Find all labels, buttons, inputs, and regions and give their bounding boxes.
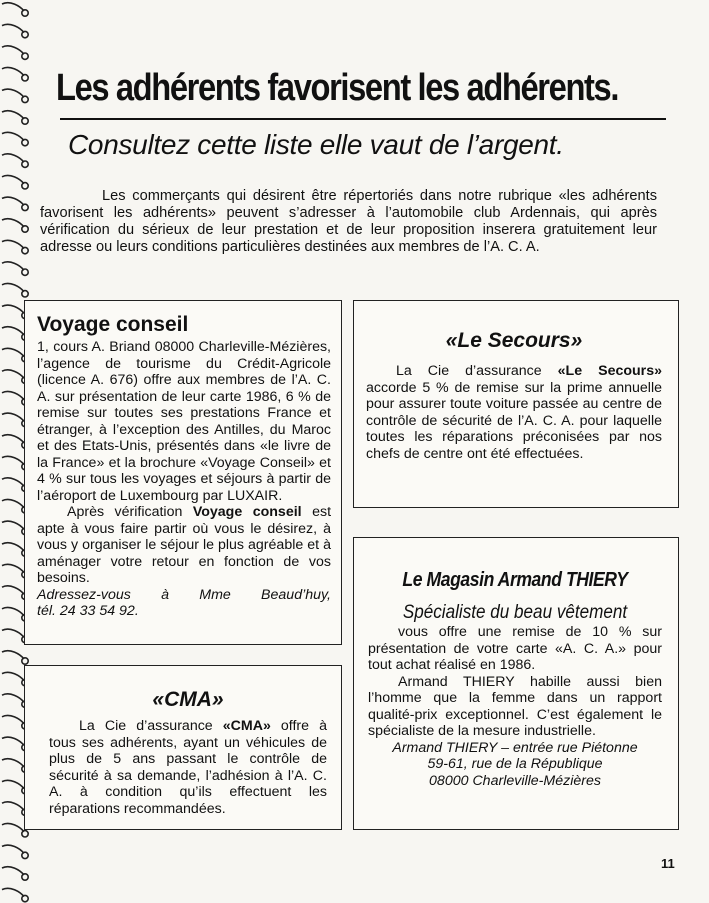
- secours-title: «Le Secours»: [445, 329, 583, 352]
- spiral-ring: [2, 586, 24, 594]
- spiral-hole: [22, 139, 28, 145]
- spiral-ring: [2, 759, 24, 767]
- voyage-p2-text: Après vérification: [67, 504, 193, 520]
- voyage-p2-rest: est apte à vous faire partir où vous le désirez, à vous y organiser le séjour le plus agréable et à aménager votre retour en fonction de vos besoins.: [37, 504, 332, 586]
- page-number: 11: [661, 856, 675, 871]
- spiral-ring: [2, 391, 24, 399]
- voyage-paragraph-2: [37, 504, 331, 587]
- spiral-ring: [2, 499, 24, 507]
- secours-bold: «Le Secours»: [557, 363, 662, 379]
- spiral-hole: [22, 226, 28, 232]
- spiral-ring: [2, 348, 24, 356]
- voyage-title: Voyage conseil: [37, 313, 189, 336]
- spiral-ring: [2, 651, 24, 659]
- cma-bold: «CMA»: [222, 718, 271, 734]
- thiery-address-1: Armand THIERY – entrée rue Piétonne: [392, 739, 638, 756]
- spiral-ring: [2, 629, 24, 637]
- spiral-ring: [2, 3, 24, 11]
- spiral-ring: [2, 89, 24, 97]
- spiral-ring: [2, 67, 24, 75]
- spiral-ring: [2, 867, 24, 875]
- voyage-contact-line: Adressez-vous à Mme Beaud’huy,: [37, 586, 331, 603]
- page-subtitle: Consultez cette liste elle vaut de l’argent.: [68, 129, 564, 160]
- voyage-phone: tél. 24 33 54 92.: [37, 603, 139, 619]
- thiery-paragraph-1: vous offre une remise de 10 % sur présentation de votre carte «A. C. A.» pour tout achat réalisé en 1986.: [368, 624, 662, 673]
- intro-paragraph: Les commerçants qui désirent être répertoriés dans notre rubrique «les adhérents favorisent les adhérents» peuvent s’adresser à l’automobile club Ardennais, qui après vérification du sérieux de leur prestation et de leur proposition inserera gratuitement leur adresse ou leurs conditions particulières destinées aux membres de l’A. C. A.: [40, 188, 657, 255]
- spiral-hole: [22, 118, 28, 124]
- spiral-hole: [22, 269, 28, 275]
- spiral-hole: [22, 874, 28, 880]
- spiral-ring: [2, 262, 24, 270]
- spiral-hole: [22, 852, 28, 858]
- spiral-ring: [2, 219, 24, 227]
- page-title: Les adhérents favorisent les adhérents.: [56, 67, 619, 109]
- cma-rest: offre à tous ses adhérents, ayant un véhicules de plus de 5 ans passant le contrôle de sécurité à sa demande, l’adhésion à l’A. C. A. à condition qu’ils effectuent les réparations recommandées.: [49, 718, 328, 817]
- armand-thiery-box: [353, 537, 679, 830]
- spiral-ring: [2, 780, 24, 788]
- spiral-ring: [2, 478, 24, 486]
- spiral-ring: [2, 327, 24, 335]
- secours-text: La Cie d’assurance: [396, 363, 558, 379]
- voyage-conseil-box: [24, 300, 342, 645]
- spiral-ring: [2, 607, 24, 615]
- spiral-ring: [2, 197, 24, 205]
- spiral-ring: [2, 435, 24, 443]
- spiral-ring: [2, 888, 24, 896]
- thiery-title: Le Magasin Armand THIERY: [402, 569, 628, 591]
- le-secours-box: [353, 300, 679, 508]
- thiery-address-2: 59-61, rue de la République: [427, 756, 603, 772]
- spiral-ring: [2, 543, 24, 551]
- spiral-ring: [2, 672, 24, 680]
- title-underline: [60, 118, 666, 120]
- spiral-ring: [2, 823, 24, 831]
- cma-title: «CMA»: [152, 688, 224, 711]
- spiral-hole: [22, 831, 28, 837]
- spiral-hole: [22, 75, 28, 81]
- spiral-ring: [2, 694, 24, 702]
- thiery-paragraph-2: Armand THIERY habille aussi bien l’homme que la femme dans un rapport qualité-prix exceptionnel. C’est également le spécialiste de la mesure industrielle.: [368, 673, 662, 739]
- secours-paragraph: [366, 363, 662, 462]
- spiral-hole: [22, 895, 28, 901]
- spiral-ring: [2, 737, 24, 745]
- spiral-ring: [2, 802, 24, 810]
- spiral-hole: [22, 10, 28, 16]
- cma-box: [24, 665, 342, 830]
- spiral-hole: [22, 96, 28, 102]
- spiral-ring: [2, 845, 24, 853]
- thiery-address-3: 08000 Charleville-Mézières: [429, 772, 601, 789]
- voyage-paragraph-1: 1, cours A. Briand 08000 Charleville-Mézières, l’agence de tourisme du Crédit-Agricole (licence A. 676) offre aux membres de l’A. C. A. sur présentation de leur carte 1986, 6 % de remise sur toutes ses prestations France et étranger, à l’exception des Antilles, du Maroc et des Etats-Unis, présentés dans «le livre de la France» et la brochure «Voyage Conseil» et 4 % sur tous les voyages et séjours à partir de l’aéroport de Luxembourg par LUXAIR.: [37, 339, 331, 504]
- spiral-hole: [22, 658, 28, 664]
- spiral-hole: [22, 53, 28, 59]
- spiral-hole: [22, 291, 28, 297]
- spiral-hole: [22, 31, 28, 37]
- thiery-subtitle: Spécialiste du beau vêtement: [402, 602, 628, 623]
- spiral-ring: [2, 154, 24, 162]
- spiral-hole: [22, 183, 28, 189]
- secours-rest: accorde 5 % de remise sur la prime annuelle pour assurer toute voiture passée au centre de contrôle de sécurité de l’A. C. A. pour laquelle toutes les réparations préconisées par nos chefs de centre ont été effectuées.: [366, 379, 662, 462]
- spiral-ring: [2, 283, 24, 291]
- spiral-ring: [2, 564, 24, 572]
- spiral-hole: [22, 204, 28, 210]
- voyage-p2-bold: Voyage conseil: [192, 504, 302, 520]
- spiral-ring: [2, 456, 24, 464]
- spiral-ring: [2, 111, 24, 119]
- spiral-hole: [22, 161, 28, 167]
- spiral-hole: [22, 247, 28, 253]
- spiral-ring: [2, 24, 24, 32]
- cma-text: La Cie d’assurance: [79, 718, 223, 734]
- spiral-ring: [2, 175, 24, 183]
- spiral-ring: [2, 370, 24, 378]
- spiral-ring: [2, 521, 24, 529]
- spiral-ring: [2, 413, 24, 421]
- spiral-ring: [2, 132, 24, 140]
- cma-paragraph: [49, 718, 327, 817]
- spiral-ring: [2, 715, 24, 723]
- spiral-ring: [2, 240, 24, 248]
- spiral-ring: [2, 305, 24, 313]
- spiral-ring: [2, 46, 24, 54]
